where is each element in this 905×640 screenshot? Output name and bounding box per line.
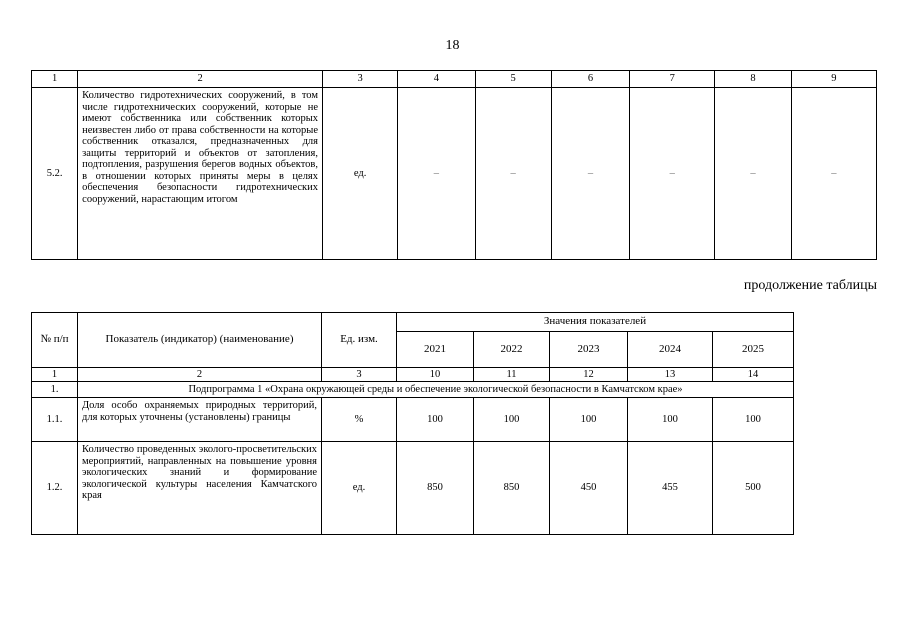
value-cell: 455 [628,442,713,535]
unit-cell: % [322,398,397,442]
unit-cell: ед. [323,88,398,260]
continuation-label: продолжение таблицы [743,278,877,293]
col-index-cell: 6 [551,71,629,88]
value-cell: 850 [397,442,474,535]
value-cell: – [551,88,629,260]
indicator-name: Количество проведенных эколого-просветительских мероприятий, направленных на повышение уровня экологических знаний и формирование экологической культуры населения Камчатского края [78,442,322,535]
page-number: 18 [445,38,460,53]
row-number: 5.2. [32,88,78,260]
year-header: 2022 [474,332,550,368]
table-row [32,88,877,260]
column-index-row [32,71,877,88]
col-index-cell: 2 [78,71,323,88]
col-index-cell: 8 [715,71,791,88]
subprogram-title: Подпрограмма 1 «Охрана окружающей среды и обеспечение экологической безопасности в Камчатском крае» [78,382,794,398]
row-number: 1. [32,382,78,398]
col-index-cell: 7 [630,71,715,88]
value-cell: – [630,88,715,260]
row-number: 1.2. [32,442,78,535]
col-index-cell: 11 [474,368,550,382]
value-cell: 850 [474,442,550,535]
col-index-cell: 13 [628,368,713,382]
col-index-cell: 14 [713,368,794,382]
table-row [32,442,794,535]
value-cell: 100 [713,398,794,442]
value-cell: – [791,88,876,260]
indicator-name: Количество гидротехнических сооружений, в том числе гидротехнических сооружений, которые не имеют собственника или собственник которых неизвестен либо от права собственности на которые собственник отказался, предназначенных для защиты территорий и объектов от затопления, подтопления, разрушения берегов водных объектов, в отношении которых приняты меры в целях обеспечения безопасности гидротехнических сооружений, нарастающим итогом [78,88,323,260]
value-cell: 100 [397,398,474,442]
col-index-cell: 2 [78,368,322,382]
value-cell: 100 [474,398,550,442]
value-cell: – [475,88,551,260]
col-index-cell: 3 [322,368,397,382]
value-cell: – [398,88,475,260]
col-header-indicator: Показатель (индикатор) (наименование) [78,313,322,368]
value-cell: – [715,88,791,260]
value-cell: 500 [713,442,794,535]
col-header-number: № п/п [32,313,78,368]
value-cell: 450 [550,442,628,535]
col-index-cell: 9 [791,71,876,88]
table-part-2 [31,312,794,535]
table-row [32,398,794,442]
year-header: 2025 [713,332,794,368]
row-number: 1.1. [32,398,78,442]
col-header-unit: Ед. изм. [322,313,397,368]
subprogram-row [32,382,794,398]
col-index-cell: 10 [397,368,474,382]
col-index-cell: 5 [475,71,551,88]
col-index-cell: 4 [398,71,475,88]
year-header: 2021 [397,332,474,368]
col-index-cell: 1 [32,368,78,382]
year-header: 2023 [550,332,628,368]
indicator-name: Доля особо охраняемых природных территорий, для которых уточнены (установлены) границы [78,398,322,442]
col-index-cell: 12 [550,368,628,382]
value-cell: 100 [628,398,713,442]
col-header-values: Значения показателей [397,313,794,332]
year-header: 2024 [628,332,713,368]
col-index-cell: 3 [323,71,398,88]
value-cell: 100 [550,398,628,442]
header-row [32,313,794,332]
col-index-cell: 1 [32,71,78,88]
unit-cell: ед. [322,442,397,535]
column-index-row [32,368,794,382]
table-part-1 [31,70,877,260]
